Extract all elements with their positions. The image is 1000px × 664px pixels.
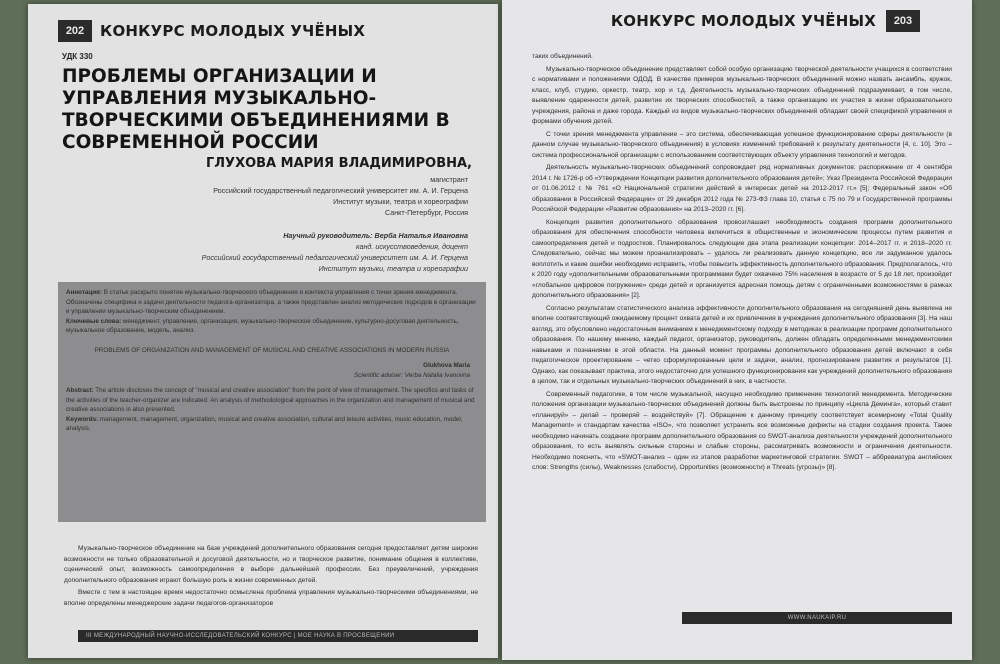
abstract-box (58, 282, 486, 522)
right-body-text (532, 52, 952, 476)
paragraph: Концепция развития дополнительного образования провозглашает необходимость создания программ дополнительного образования для обеспечения способности человека включиться в общественные и экономические процессы путем развития и самоопределения детей и подростков. Планировалось следующие два этапа реализации концепции: 2014–2017 гг. и 2018–2020 гг. Следовательно, сейчас мы можем проанализировать – удалось ли реализовать данную концепцию, все ли задуманное удалось воплотить и какие ошибки необходимо исправить, чтобы повысить эффективность дополнительного образования. Предполагалось, что к 2020 году «дополнительными образовательными программами будет охвачено 75% населения в возрасте от 5 до 18 лет, произойдет «глобальное цифровое погружение» среди детей и организуется адресная помощь детям с ограниченными возможностями в рамках дополнительного образования» [2]. (532, 218, 952, 299)
author-university: Российский государственный педагогический университет им. А. И. Герцена (213, 186, 468, 195)
author-affiliation (213, 174, 468, 218)
paragraph: Согласно результатам статистического анализа эффективности дополнительного образования на сегодняшний день выявлена не вполне соответствующий ожидаемому процент охвата детей и их привлечения в учреждения дополнительного образования [3]. На наш взгляд, это обусловлено недостаточным вниманием к менеджментскому подходу в методиках в реализации программ дополнительного образования. По нашему мнению, каждый педагог, организатор, руководитель, должен обладать определенными менеджментскими навыками и познаниями в этой области. На данный момент программы дополнительного образования детей включают в себя педагогическое проектирование – четко сформулированные цели и задачи, анализ, прогнозирование развития и результатов [1]. Однако, как показывает практика, этого недостаточно для успешного функционирования как учреждений дополнительного образования в целом, так и отдельных музыкально-творческих объединений в них, в частности. (532, 304, 952, 385)
keywords-en (66, 415, 478, 434)
paragraph: Музыкально-творческое объединение на базе учреждений дополнительного образования сегодня предоставляет детям широкие возможности не только образовательной и досуговой деятельности, но и творческое развитие, понимание общения в коллективе, сценический опыт, возможность самоопределения в выборе дальнейшей профессии. Без преувеличений, учреждения дополнительного образования играют большую роль в жизни современных детей. (64, 545, 478, 584)
paragraph: Вместе с тем в настоящее время недостаточно осмыслена проблема управления музыкально-творческими объединениями, не вполне определены менеджерские задачи педагогов-организаторов (64, 589, 478, 607)
keywords-en-text: management, management, organization, musical and creative association, cultural and leisure activities, music education, model, analysis. (66, 415, 463, 432)
abstract-en-label: Abstract: (66, 387, 94, 394)
english-title: PROBLEMS OF ORGANIZATION AND MANAGEMENT OF MUSICAL AND CREATIVE ASSOCIATIONS IN MODERN RUSSIA (94, 346, 450, 354)
advisor-label: Научный руководитель: Верба Наталья Ивановна (283, 231, 468, 240)
paragraph: Музыкально-творческое объединение представляет собой особую организацию творческой деятельности учащихся в соответствии с нормативами и положениями ОДОД. В качестве примеров музыкально-творческих объединений можно назвать ансамбль, кружок, класс, клуб, студию, оркестр, театр, хор и т.д. Деятельность музыкально-творческих объединений подразумевает, в том числе, выявление одаренности детей, развитие их творческих способностей, а также организацию их участия в жизни образовательного учреждения, района и даже города. Каждый из видов музыкально-творческих объединений обладает своей спецификой управления и формами обучения детей. (532, 65, 952, 125)
right-page-footer: WWW.NAUKAIP.RU (682, 612, 952, 624)
advisor-institute: Институт музыки, театра и хореографии (318, 264, 468, 273)
advisor-university: Российский государственный педагогический университет им. А. И. Герцена (201, 253, 468, 262)
english-advisor: Scientific adviser: Verba Natalia Ivanovna (354, 371, 470, 379)
abstract-en-text: The article discloses the concept of "musical and creative association" from the point of view of management. The specifics and tasks of the activities of the teacher-organizer are indicated. An analysis of methodological approaches in the organization and management of musical and creative associations is also presented. (66, 387, 475, 413)
english-author: Glukhova Maria (423, 362, 470, 369)
abstract-ru-label: Аннотация: (66, 289, 102, 296)
left-body-text (64, 544, 478, 611)
paragraph: Современный педагогике, в том числе музыкальной, насущно необходимо применение технологий менеджмента. Методические положения организации музыкально-творческих объединений должны быть выстроены по принципу «Цикла Деминга», который ставит «планируй» – делай – проверяй – воздействуй» [7]. Обращение к данному принципу соответствует всемирному «Total Quality Management» и стандартам качества «ISO», что позволяет устранить все возможные дефекты на стадии создания проекта. Также необходимо начинать создание программ дополнительного образования со SWOT-анализа деятельности учреждений дополнительного образования, то есть выявлять сильные стороны и слабые стороны, рассматривать возможности и ограничения деятельности. Необходимо пояснить, что «SWOT-анализ – один из этапов разработки маркетинговой стратегии. SWOT – аббревиатура английских слов: Strengths (силы), Weaknesses (слабости), Opportunities (возможности) и Threats (угрозы)» [8]. (532, 390, 952, 471)
abstract-en (66, 386, 478, 415)
keywords-ru (66, 317, 478, 336)
section-title: КОНКУРС МОЛОДЫХ УЧЁНЫХ (100, 22, 366, 40)
left-page (28, 4, 498, 658)
page-number: 202 (58, 20, 92, 42)
paragraph: Деятельность музыкально-творческих объединений сопровождает ряд нормативных документов: распоряжение от 4 сентября 2014 г. № 1726-р об «Утверждении Концепции развития дополнительного образования детей»; Указ Президента Российской Федерации от 01.06.2012 г. № 761 «О Национальной стратегии действий в интересах детей на 2012-2017 гг.» [5]; Федеральный закон «Об образовании в Российской Федерации» от 29 декабря 2012 года № 273-ФЗ глава 10, статья с 75 по 79 и Государственной программы Российской Федерации «Развитие образования» на 2013–2020 гг. [6]. (532, 164, 952, 213)
advisor-info (202, 230, 468, 274)
keywords-en-label: Keywords: (66, 415, 99, 423)
udk-code: УДК 330 (62, 52, 93, 61)
article-title: ПРОБЛЕМЫ ОРГАНИЗАЦИИ И УПРАВЛЕНИЯ МУЗЫКАЛЬНО-ТВОРЧЕСКИМИ ОБЪЕДИНЕНИЯМИ В СОВРЕМЕННОЙ РОССИИ (62, 66, 450, 153)
author-role: магистрант (430, 175, 468, 184)
keywords-ru-label: Ключевые слова: (66, 317, 122, 325)
page-number: 203 (886, 10, 920, 32)
right-page (502, 0, 972, 660)
abstract-ru (66, 288, 478, 317)
paragraph: С точки зрения менеджмента управление – это система, обеспечивающая успешное функционирование сферы деятельности (в данном случае музыкально-творческого объединения) в условиях изменений требований к результату деятельности [4, с. 10]. Это – система профессиональной организации с использованием соответствующих объекту управления технологий и методов. (532, 130, 952, 159)
author-institute: Институт музыки, театра и хореографии (333, 197, 468, 206)
paragraph: таких объединений. (532, 53, 593, 60)
right-page-header (611, 8, 920, 34)
author-name: ГЛУХОВА МАРИЯ ВЛАДИМИРОВНА, (205, 156, 472, 171)
section-title: КОНКУРС МОЛОДЫХ УЧЁНЫХ (610, 12, 876, 30)
keywords-ru-text: менеджмент, управление, организация, музыкально-творческое объединение, культурно-досуговая деятельность, музыкальное образование, модель, анализ. (66, 317, 459, 334)
left-page-footer: III МЕЖДУНАРОДНЫЙ НАУЧНО-ИССЛЕДОВАТЕЛЬСКИЙ КОНКУРС | МОЕ НАУКА В ПРОСВЕЩЕНИИ (78, 630, 478, 642)
left-page-header (58, 18, 365, 44)
advisor-position: канд. искусствоведения, доцент (356, 242, 468, 251)
author-city: Санкт-Петербург, Россия (384, 208, 468, 217)
abstract-ru-text: В статье раскрыто понятие музыкально-творческого объединения и контекста управления с точки зрения менеджмента. Обозначены специфика и задачи деятельности педагога-организатора, а также представлен анализ методических подходов в организации и управлении музыкально-творческим объединением. (66, 289, 476, 315)
